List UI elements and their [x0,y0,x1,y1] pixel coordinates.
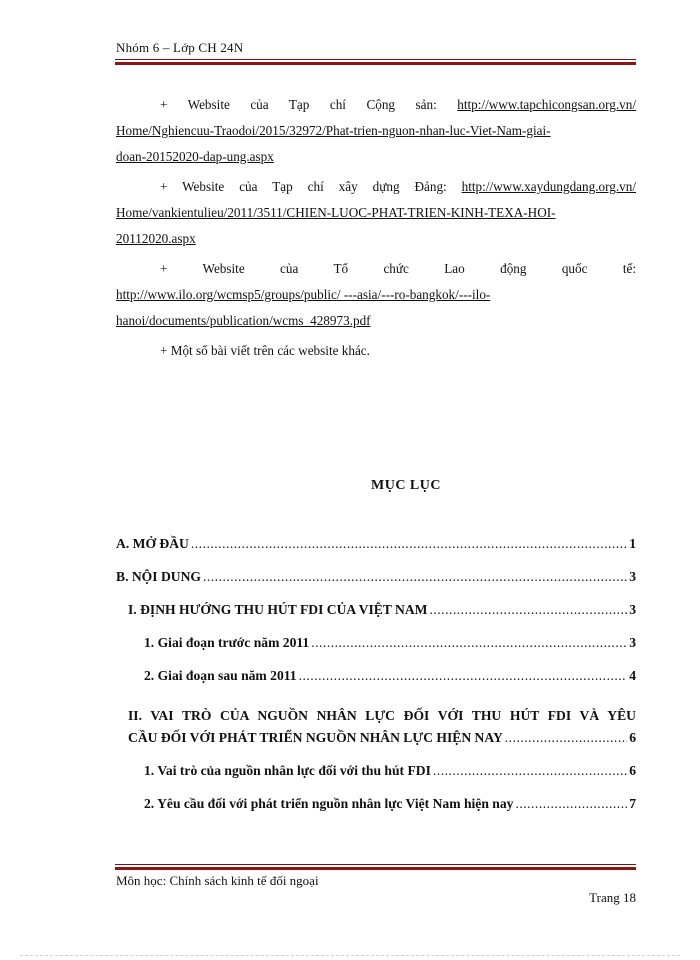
reference-item [116,92,636,170]
reference-item: + Một số bài viết trên các website khác. [160,343,370,358]
reference-link-cont[interactable]: Home/vankientulieu/2011/3511/CHIEN-LUOC-PHAT-TRIEN-KINH-TEXA-HOI- [116,205,556,220]
page-break-line [20,955,680,956]
toc-entry[interactable]: B. NỘI DUNG ..... 3 [116,569,636,602]
table-of-contents [116,536,636,829]
reference-link-cont[interactable]: doan-20152020-dap-ung.aspx [116,149,274,164]
reference-item [116,256,636,334]
reference-lead: + Website của Tạp chí xây dựng Đảng: [160,179,447,194]
page-header: Nhóm 6 – Lớp CH 24N [116,40,244,55]
toc-entry[interactable]: 1. Giai đoạn trước năm 2011 ..... 3 [116,635,636,668]
toc-entry[interactable]: I. ĐỊNH HƯỚNG THU HÚT FDI CỦA VIỆT NAM ..... 3 [116,602,636,635]
footer-rule [115,864,636,870]
toc-entry[interactable]: A. MỞ ĐẦU ..... 1 [116,536,636,569]
toc-entry[interactable]: 2. Giai đoạn sau năm 2011 ..... 4 [116,668,636,701]
footer-subject: Môn học: Chính sách kinh tế đối ngoại [116,873,319,888]
reference-lead: + Website của Tạp chí Cộng sản: [160,97,437,112]
reference-link[interactable]: http://www.tapchicongsan.org.vn/ [457,97,636,112]
reference-link[interactable]: http://www.ilo.org/wcmsp5/groups/public/ ---asia/---ro-bangkok/---ilo- [116,287,491,302]
toc-entry[interactable]: II. VAI TRÒ CỦA NGUỒN NHÂN LỰC ĐỐI VỚI THU HÚT FDI VÀ YÊU CẦU ĐỐI VỚI PHÁT TRIỂN NGUỒN NHÂN LỰC HIỆN NAY ..... 6 [116,701,636,763]
toc-entry[interactable]: 1. Vai trò của nguồn nhân lực đối với thu hút FDI ..... 6 [116,763,636,796]
toc-entry-line1: II. VAI TRÒ CỦA NGUỒN NHÂN LỰC ĐỐI VỚI THU HÚT FDI VÀ YÊU [128,708,636,723]
header-rule [115,59,636,65]
toc-entry-line2: CẦU ĐỐI VỚI PHÁT TRIỂN NGUỒN NHÂN LỰC HIỆN NAY [128,730,503,745]
footer-page-number: Trang 18 [589,890,636,905]
reference-link-cont[interactable]: 20112020.aspx [116,231,196,246]
reference-lead: + Website của Tổ chức Lao động quốc tế: [160,261,636,276]
reference-link[interactable]: http://www.xaydungdang.org.vn/ [461,179,636,194]
reference-link-cont[interactable]: hanoi/documents/publication/wcms_428973.pdf [116,313,371,328]
reference-link-cont[interactable]: Home/Nghiencuu-Traodoi/2015/32972/Phat-trien-nguon-nhan-luc-Viet-Nam-giai- [116,123,551,138]
toc-entry[interactable]: 2. Yêu cầu đối với phát triển nguồn nhân lực Việt Nam hiện nay ..... 7 [116,796,636,829]
toc-title: MỤC LỤC [371,478,441,493]
reference-item [116,174,636,252]
references-list [116,92,636,368]
